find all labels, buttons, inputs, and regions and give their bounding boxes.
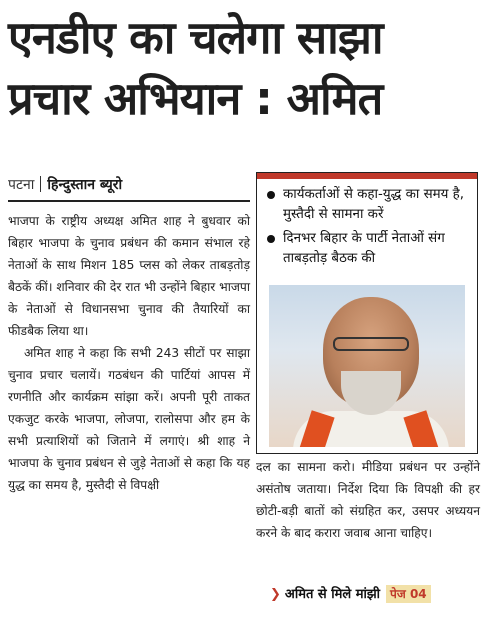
article-paragraph-2: अमित शाह ने कहा कि सभी 243 सीटों पर साझा चुनाव प्रचार चलायें। गठबंधन की पार्टियां आपस में रणनीति और कार्यक्रम सांझा करें। अपनी पूरी ताकत एकजुट करके भाजपा, लोजपा, रालोसपा और हम के सभी प्रत्याशियों को जिताने में लगाएं। श्री शाह ने भाजपा के चुनाव प्रबंधन से जुड़े नेताओं से कहा कि यह युद्ध का समय है, मुस्तैदी से विपक्षी	[8, 346, 250, 492]
byline-rule	[8, 200, 250, 202]
highlight-item	[267, 229, 469, 269]
highlight-item	[267, 185, 469, 225]
headline-line-1: एनडीए का चलेगा साझा	[8, 11, 383, 64]
article-paragraph-3: दल का सामना करो। मीडिया प्रबंधन पर उन्होंने असंतोष जताया। निर्देश दिया कि विपक्षी की हर छोटी-बड़ी बातों को संग्रहित कर, उसपर अध्ययन करने के बाद करारा जवाब आना चाहिए।	[256, 460, 480, 540]
chevron-right-icon: ❯	[270, 587, 281, 602]
highlights-box	[256, 172, 478, 454]
adjacent-column-edge	[488, 120, 499, 620]
byline	[8, 175, 248, 195]
dateline-city: पटना	[8, 177, 35, 193]
bullet-icon	[267, 191, 275, 199]
highlight-text: कार्यकर्ताओं से कहा-युद्ध का समय है, मुस्तैदी से सामना करें	[283, 187, 465, 222]
related-story-title[interactable]: अमित से मिले मांझी	[284, 587, 381, 602]
byline-separator	[40, 176, 41, 192]
photo-beard	[341, 371, 401, 415]
article-paragraph-1: भाजपा के राष्ट्रीय अध्यक्ष अमित शाह ने बुधवार को बिहार भाजपा के चुनाव प्रबंधन की कमान संभाल रहे नेताओं के साथ मिशन 185 प्लस को लेकर ताबड़तोड़ बैठकें कीं। शनिवार की देर रात भी उन्होंने बिहार भाजपा के नेताओं से विधानसभा चुनाव की तैयारियों का फीडबैक लिया था।	[8, 214, 250, 338]
article-column-left	[8, 210, 250, 496]
related-story-link[interactable]	[270, 584, 480, 606]
headline-line-2: प्रचार अभियान : अमित	[8, 72, 383, 125]
highlights-list	[267, 185, 469, 269]
bullet-icon	[267, 235, 275, 243]
amit-shah-photo	[269, 285, 465, 447]
headline	[8, 8, 488, 130]
highlight-text: दिनभर बिहार के पार्टी नेताओं संग ताबड़तोड़ बैठक की	[283, 231, 445, 266]
article-column-right	[256, 456, 480, 544]
photo-glasses	[333, 337, 409, 351]
highlights-top-bar	[257, 173, 477, 179]
byline-bureau: हिन्दुस्तान ब्यूरो	[47, 177, 123, 193]
page-reference-badge: पेज 04	[386, 585, 431, 603]
